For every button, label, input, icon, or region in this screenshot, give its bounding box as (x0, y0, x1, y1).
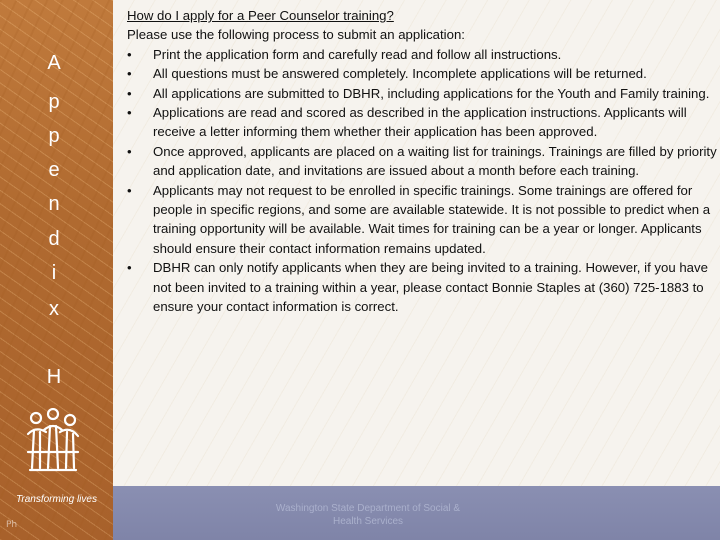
footer-text (253, 502, 483, 528)
tagline: Transforming lives (16, 494, 97, 505)
list-item (127, 84, 717, 103)
footer-line-2: Health Services (332, 516, 404, 527)
sidebar-letter: d (48, 228, 60, 250)
bullet-icon: • (127, 66, 132, 82)
sidebar-letter: H (46, 366, 62, 388)
list-item (127, 181, 717, 259)
sidebar-letter: n (48, 193, 60, 215)
list-item (127, 45, 717, 64)
bullet-icon: • (127, 105, 132, 121)
bullet-icon: • (127, 143, 132, 159)
intro-text: Please use the following process to submit an application: (127, 27, 465, 43)
footer-line-1: Washington State Department of Social & (275, 503, 461, 514)
sidebar-letter: e (48, 159, 60, 181)
page-heading[interactable]: How do I apply for a Peer Counselor training? (127, 8, 394, 23)
content (127, 6, 717, 317)
sidebar-letter: p (48, 125, 60, 147)
list-item (127, 103, 717, 142)
sidebar-letter: p (48, 91, 60, 113)
list-item-text: Applicants may not request to be enrolled in specific trainings. Some trainings are offered for people in specific regions, and some are available statewide. It is not possible to predict when a training opportunity will be available. Wait times for training can be a year or longer. Applicants should ensure their contact information remains updated. (153, 182, 711, 256)
list-item-text: Applications are read and scored as described in the application instructions. Applicants will receive a letter informing them whether their application has been approved. (153, 105, 687, 140)
list-item (127, 142, 717, 181)
main-content-area (113, 0, 720, 486)
bullet-icon: • (127, 46, 132, 62)
list-item (127, 258, 717, 316)
list-item-text: DBHR can only notify applicants when they are being invited to a training. However, if you have not been invited to a training within a year, please contact Bonnie Staples at (360) 725-1883 to ensure your contact information is correct. (153, 260, 708, 315)
list-item-text: All questions must be answered completely. Incomplete applications will be returned. (153, 66, 647, 82)
bullet-list (127, 45, 717, 317)
bullet-icon: • (127, 182, 132, 198)
people-logo-icon (24, 408, 82, 474)
bullet-icon: • (127, 85, 132, 101)
list-item-text: Once approved, applicants are placed on a waiting list for trainings. Trainings are filled by priority and application date, and invitations are issued about a month before each training. (153, 143, 717, 179)
list-item-text: Print the application form and carefully read and follow all instructions. (153, 46, 562, 62)
footer-bar (113, 486, 720, 540)
sidebar-letter: A (47, 52, 61, 74)
corner-text: Ph (6, 520, 18, 530)
list-item-text: All applications are submitted to DBHR, including applications for the Youth and Family training. (153, 85, 710, 101)
bullet-icon: • (127, 260, 132, 276)
list-item (127, 64, 717, 83)
sidebar-letter: i (51, 262, 57, 284)
sidebar (0, 0, 113, 540)
sidebar-letter: x (49, 298, 59, 320)
